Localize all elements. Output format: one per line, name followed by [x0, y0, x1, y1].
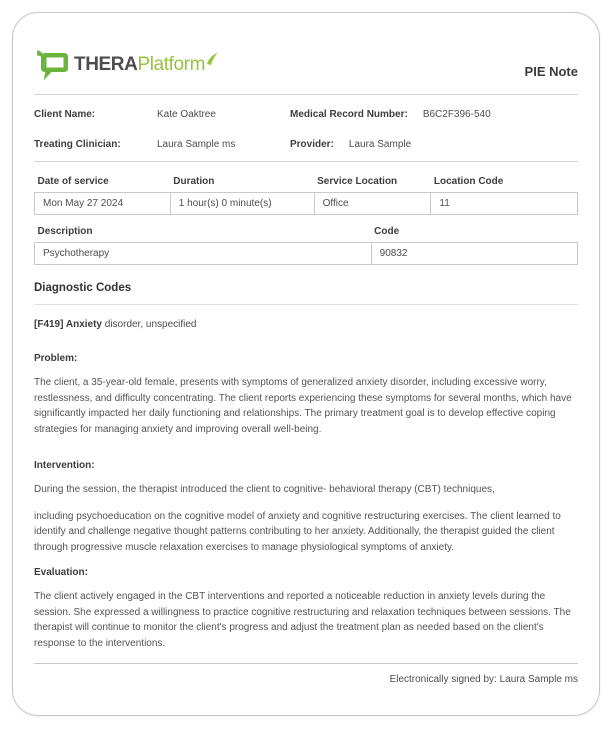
duration-header: Duration	[173, 176, 215, 187]
procedure-table-row	[35, 243, 578, 265]
procedure-table-header-row	[35, 226, 578, 243]
logo-wordmark	[74, 54, 205, 76]
signature-divider	[34, 663, 578, 664]
problem-paragraph: The client, a 35-year-old female, presents with symptoms of generalized anxiety disorder, including excessive worry, restlessness, and difficulty concentrating. The client reports experiencing these symptoms for several months, which have significantly impacted her daily functioning and relationships. The primary treatment goal is to develop effective coping strategies for managing anxiety and improving overall well-being.	[34, 377, 572, 435]
description-value: Psychotherapy	[35, 243, 372, 265]
electronic-signature: Electronically signed by: Laura Sample ms	[389, 674, 578, 685]
client-info-block	[34, 95, 578, 162]
evaluation-paragraph: The client actively engaged in the CBT interventions and reported a noticeable reduction in anxiety levels during the session. She expressed a willingness to practice cognitive restructuring and relaxation techniques between sessions. The therapist will continue to monitor the client's progress and adjust the treatment plan as needed based on the client's response to the interventions.	[34, 591, 571, 649]
evaluation-section	[34, 567, 578, 651]
provider-value: Laura Sample	[348, 139, 412, 150]
service-table-header-row	[35, 176, 578, 193]
service-table	[34, 176, 578, 215]
client-name-value: Kate Oaktree	[157, 109, 216, 120]
provider-label: Provider:	[290, 139, 334, 150]
client-info-row	[34, 99, 578, 129]
client-name-label: Client Name:	[34, 109, 96, 120]
procedure-table	[34, 226, 578, 265]
problem-heading: Problem:	[34, 353, 78, 364]
logo-text-thera: THERA	[74, 54, 138, 75]
speech-bubble-logo-icon	[34, 49, 71, 81]
service-location-value: Office	[314, 193, 431, 215]
description-header: Description	[37, 226, 93, 237]
treating-clinician-value: Laura Sample ms	[157, 139, 236, 150]
code-value: 90832	[371, 243, 577, 265]
diagnostic-code: [F419] Anxiety	[34, 319, 102, 330]
problem-section	[34, 353, 578, 437]
diagnostic-code-line	[34, 319, 578, 330]
date-of-service-header: Date of service	[37, 176, 109, 187]
evaluation-heading: Evaluation:	[34, 567, 88, 578]
diagnostic-codes-heading: Diagnostic Codes	[34, 282, 578, 305]
clinician-info-row	[34, 129, 578, 159]
date-of-service-value: Mon May 27 2024	[35, 193, 171, 215]
medical-record-number-label: Medical Record Number:	[290, 109, 408, 120]
pie-note-card	[12, 12, 600, 716]
code-header: Code	[374, 226, 400, 237]
logo-text-platform: Platform	[137, 54, 205, 75]
intervention-paragraph-2: including psychoeducation on the cognitive model of anxiety and cognitive restructuring exercises. The client learned to identify and challenge negative thought patterns contributing to her anxiety. Additionally, the therapist guided the client through progressive muscle relaxation exercises to manage physiological symptoms of anxiety.	[34, 510, 561, 553]
intervention-heading: Intervention:	[34, 460, 95, 471]
intervention-paragraph-1: During the session, the therapist introduced the client to cognitive- behavioral therapy (CBT) techniques,	[34, 484, 495, 495]
service-table-row	[35, 193, 578, 215]
location-code-value: 11	[431, 193, 578, 215]
service-location-header: Service Location	[317, 176, 398, 187]
header	[34, 13, 578, 95]
leaf-swoosh-icon	[206, 52, 219, 65]
theraplatform-logo	[34, 49, 219, 81]
diagnostic-code-description: disorder, unspecified	[101, 319, 197, 330]
note-type-title: PIE Note	[524, 64, 578, 79]
location-code-header: Location Code	[433, 176, 504, 187]
intervention-section	[34, 460, 578, 555]
treating-clinician-label: Treating Clinician:	[34, 139, 121, 150]
duration-value: 1 hour(s) 0 minute(s)	[170, 193, 314, 215]
medical-record-number-value: B6C2F396-540	[422, 109, 491, 120]
